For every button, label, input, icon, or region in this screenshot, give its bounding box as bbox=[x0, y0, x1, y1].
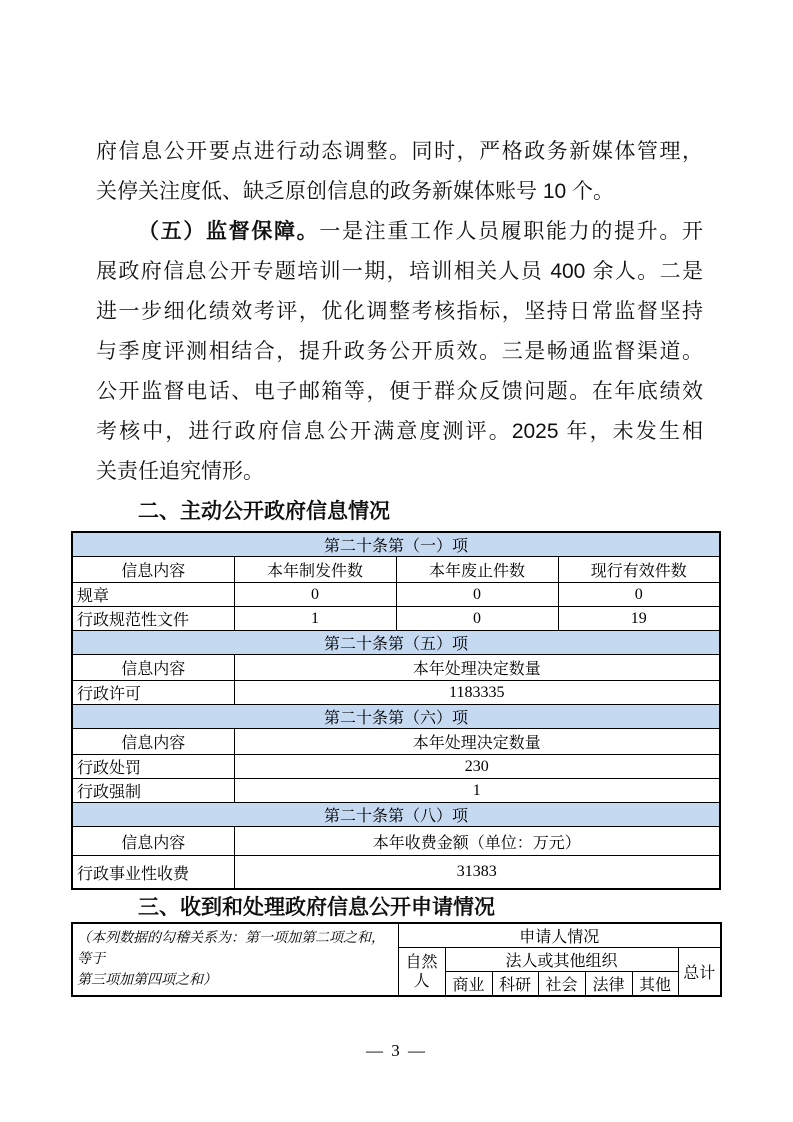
row-label: 行政事业性收费 bbox=[72, 856, 234, 890]
value-cell: 0 bbox=[396, 583, 558, 607]
applicant-header: 申请人情况 bbox=[398, 923, 721, 948]
section-title: 第二十条第（六）项 bbox=[72, 705, 720, 729]
col-header: 现行有效件数 bbox=[558, 557, 720, 583]
col-header: 本年处理决定数量 bbox=[234, 729, 720, 755]
body-line: 公开监督电话、电子邮箱等，便于群众反馈问题。在年底绩效 bbox=[96, 380, 703, 403]
row-label: 行政强制 bbox=[72, 779, 234, 803]
note-line: 第三项加第四项之和） bbox=[77, 973, 217, 988]
table-row bbox=[72, 607, 720, 631]
subcol-commercial: 商业 bbox=[445, 972, 492, 997]
row-label: 行政处罚 bbox=[72, 755, 234, 779]
table-row bbox=[72, 856, 720, 890]
body-line: 关责任追究情形。 bbox=[96, 460, 264, 483]
value-cell: 1183335 bbox=[234, 681, 720, 705]
col-header: 信息内容 bbox=[72, 729, 234, 755]
body-line: 展政府信息公开专题培训一期，培训相关人员 400 余人。二是 bbox=[96, 260, 703, 283]
body-text bbox=[96, 132, 703, 492]
col-header: 信息内容 bbox=[72, 557, 234, 583]
body-line: 考核中，进行政府信息公开满意度测评。2025 年，未发生相 bbox=[96, 420, 703, 443]
section-title: 第二十条第（八）项 bbox=[72, 803, 720, 827]
value-cell: 31383 bbox=[234, 856, 720, 890]
table-row bbox=[72, 779, 720, 803]
table-article20 bbox=[71, 531, 721, 890]
value-cell: 1 bbox=[234, 607, 396, 631]
subcol-other: 其他 bbox=[632, 972, 678, 997]
body-line bbox=[96, 212, 703, 252]
value-cell: 1 bbox=[234, 779, 720, 803]
value-cell: 230 bbox=[234, 755, 720, 779]
body-line: 与季度评测相结合，提升政务公开质效。三是畅通监督渠道。 bbox=[96, 340, 703, 363]
col-header: 本年处理决定数量 bbox=[234, 655, 720, 681]
body-line: 府信息公开要点进行动态调整。同时，严格政务新媒体管理， bbox=[96, 140, 703, 163]
value-cell: 19 bbox=[558, 607, 720, 631]
subcol-social: 社会 bbox=[538, 972, 585, 997]
col-natural-person: 自然人 bbox=[398, 948, 445, 997]
value-cell: 0 bbox=[558, 583, 720, 607]
reconciliation-note bbox=[72, 923, 398, 996]
row-label: 规章 bbox=[72, 583, 234, 607]
note-line: （本列数据的勾稽关系为：第一项加第二项之和，等于 bbox=[77, 931, 385, 967]
row-label: 行政许可 bbox=[72, 681, 234, 705]
col-legal-org: 法人或其他组织 bbox=[445, 948, 678, 972]
body-line: 进一步细化绩效考评，优化调整考核指标，坚持日常监督坚持 bbox=[96, 300, 703, 323]
col-header: 信息内容 bbox=[72, 827, 234, 856]
value-cell: 0 bbox=[396, 607, 558, 631]
body-line: 关停关注度低、缺乏原创信息的政务新媒体账号 10 个。 bbox=[96, 180, 615, 203]
body-line-text: 一是注重工作人员履职能力的提升。开 bbox=[319, 220, 704, 243]
heading-section3: 三、收到和处理政府信息公开申请情况 bbox=[138, 896, 495, 919]
table-row bbox=[72, 755, 720, 779]
col-header: 本年制发件数 bbox=[234, 557, 396, 583]
subcol-legal: 法律 bbox=[585, 972, 632, 997]
heading-section2: 二、主动公开政府信息情况 bbox=[138, 500, 390, 523]
page-number: — 3 — bbox=[366, 1041, 427, 1060]
table-requests-header bbox=[71, 922, 722, 997]
row-label: 行政规范性文件 bbox=[72, 607, 234, 631]
col-header: 本年收费金额（单位：万元） bbox=[234, 827, 720, 856]
col-header: 本年废止件数 bbox=[396, 557, 558, 583]
value-cell: 0 bbox=[234, 583, 396, 607]
section-title: 第二十条第（一）项 bbox=[72, 532, 720, 557]
table-row bbox=[72, 583, 720, 607]
paragraph-lead: （五）监督保障。 bbox=[138, 220, 320, 243]
subcol-research: 科研 bbox=[492, 972, 538, 997]
table-row bbox=[72, 681, 720, 705]
col-total: 总计 bbox=[678, 948, 721, 997]
col-header: 信息内容 bbox=[72, 655, 234, 681]
section-title: 第二十条第（五）项 bbox=[72, 631, 720, 655]
